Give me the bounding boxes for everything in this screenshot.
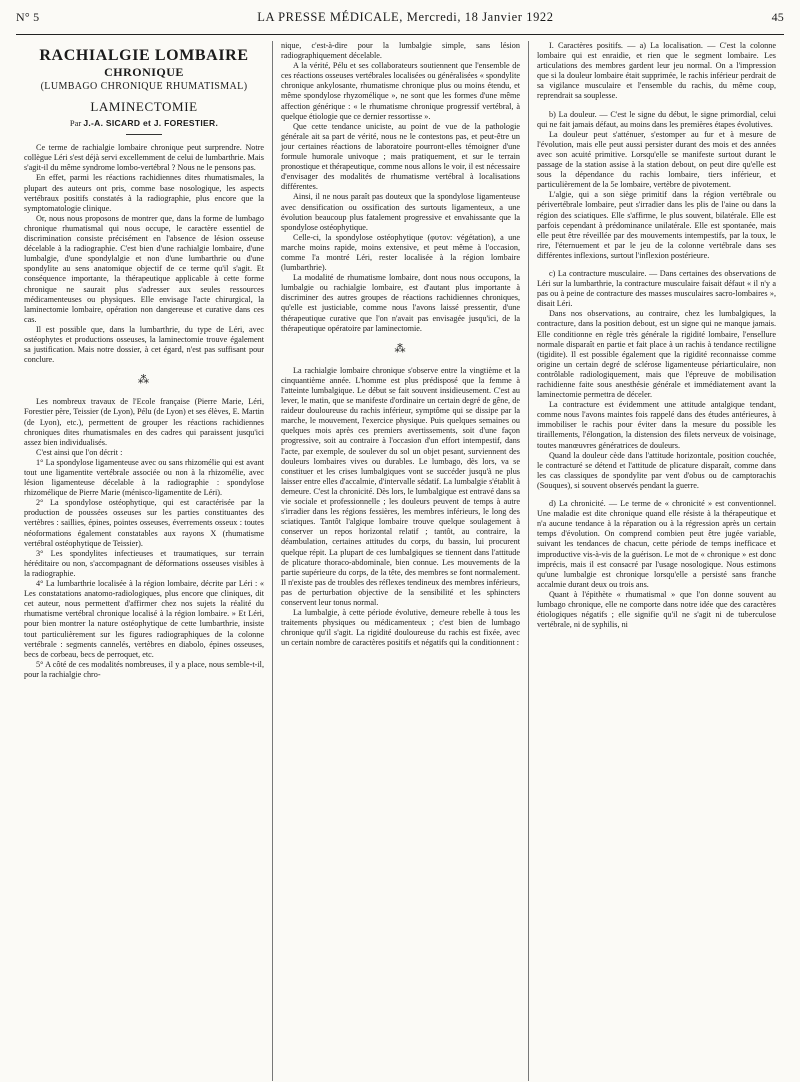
article-parenthetical: (LUMBAGO CHRONIQUE RHUMATISMAL): [40, 81, 248, 92]
paragraph: nique, c'est-à-dire pour la lumbalgie simple, sans lésion radiographiquement décelable.: [281, 41, 520, 61]
paragraph: La douleur peut s'atténuer, s'estomper au fur et à mesure de l'évolution, mais elle peut aussi persister durant des mois et des années avec son acuité primitive. Lorsqu'elle se manifeste surtout durant le passage de la station assise à la station debout, on peut dire qu'elle est sous la dépendance du rachis lombaire, tiers inférieur, et particulièrement de la 5e lombaire, vertèbre de pivotement.: [537, 129, 776, 190]
publication-line: LA PRESSE MÉDICALE, Mercredi, 18 Janvier 1922: [257, 10, 554, 24]
paragraph: Que cette tendance uniciste, au point de vue de la pathologie générale ait sa part de vérité, nous ne le contestons pas, et peut-être un jour certaines réactions de laboratoire pourront-elles témoigner d'une formule humorale univoque ; mais pratiquement, et sur le terrain pronostique et thérapeutique, comme nous allons le voir, il est nécessaire d'envisager des modalités de rhumatisme vertébral à localisations différentes.: [281, 121, 520, 192]
paragraph: Ainsi, il ne nous paraît pas douteux que la spondylose ligamenteuse avec densification ou ossification des surtouts ligamenteux, a une évolution beaucoup plus fatalement progressive et envahissante que la spondylose ostéophytique.: [281, 192, 520, 232]
paragraph: Or, nous nous proposons de montrer que, dans la forme de lumbago chronique rhumatismal qui nous occupe, le caractère essentiel de discrimination consiste précisément en l'absence de lésion osseuse décelable à la radiographie. C'est bien d'une rachialgie lombaire, d'une lumbalgie, d'une spondylalgie et non d'une lumbarthrie ou d'une spondylite au sens anatomique objectif de ce terme qu'il s'agit. Et conséquence importante, la thérapeutique applicable à cette forme chronique ne saurait plus s'adresser aux seules ressources médicamenteuses ou physiques. Elle envisage l'acte chirurgical, la laminectomie lombaire, opération non dangereuse et curative dans ces cas.: [24, 213, 264, 324]
list-item: 5° A côté de ces modalités nombreuses, il y a place, nous semble-t-il, pour la rachialgie chro-: [24, 659, 264, 679]
list-item: 1° La spondylose ligamenteuse avec ou sans rhizomélie qui est avant tout une ligamentite vertébrale associée ou non à la rhizomélie, avec lésion ligamenteuse décelable à la radiographie : spondylose rhizomélique de Pierre Marie (ménisco-ligamentite de Léri).: [24, 457, 264, 498]
list-item: 2° La spondylose ostéophytique, qui est caractérisée par la production de poussées osseuses sur les parties constituantes des vertèbres : saillies, épines, pointes osseuses, éverrements osseux : toutes néoformations également constatables aux rayons X (rhumatisme vertébral ostéophytique de Teissier).: [24, 498, 264, 548]
spacer: [537, 491, 776, 499]
spacer: [537, 102, 776, 110]
byline-prefix: Par: [69, 118, 82, 129]
paragraph: A la vérité, Pélu et ses collaborateurs soutiennent que l'ensemble de ces réactions osseuses vertébrales localisées ou généralisées « spondylite chronique ankylosante, rhumatisme chronique plus ou moins étendu, et même spondylose rhyzomélique », ne sont que les formes d'une même affection générique : « le rhumatisme chronique progressif vertébral, à quelque étiologie que ce dernier ressortisse ».: [281, 61, 520, 121]
paragraph: Les nombreux travaux de l'Ecole française (Pierre Marie, Léri, Forestier père, Teissier (de Lyon), Pélu (de Lyon) et ses élèves, E. Martin (de Lyon), etc.), permettent de grouper les réactions rachidiennes chroniques dites rhumatismales en des cadres qui paraissent jusqu'ici assez bien individualisés.: [24, 397, 264, 447]
issue-number: N° 5: [16, 10, 40, 24]
paragraph: Il est possible que, dans la lumbarthrie, du type de Léri, avec ostéophytes et productions osseuses, la laminectomie trouve également sa justification. Mais notre dossier, à cet égard, n'est pas suffisant pour conclure.: [24, 324, 264, 365]
header-rule: [16, 34, 784, 35]
column-3: [528, 41, 784, 1081]
paragraph: La rachialgie lombaire chronique s'observe entre la vingtième et la cinquantième année. L'homme est plus prédisposé que la femme à l'atteinte lumbalgique. Le début se fait souvent insidieusement. C'est au lever, le matin, que se manifeste d'ordinaire un certain degré de gêne, de raideur douloureuse du rachis inférieur, symptôme qui se dissipe par la marche, le mouvement, l'exercice physique. Puis quelques semaines ou quelques mois après ces premiers avertissements, soit d'une façon progressive, soit au contraire à l'occasion d'un effort intempestif, dans l'acte, par exemple, de soulever du sol un objet pesant, surviennent des douleurs lombaires vives ou durables. Le lumbago, dès lors, va se constituer et les crises lumbalgiques vont se succéder jusqu'à ne plus laisser entre elles d'accalmie, d'intervalle sédatif. La lumbalgie s'établit à demeure. C'est la chronicité. Dès lors, le lumbalgique est entravé dans sa vie sociale et professionnelle ; les douleurs peuvent de temps à autre s'irradier dans les régions fessières, les membres inférieurs, le long des sciatiques. Tantôt l'algique lombaire trouve quelque soulagement à conserver un repos horizontal relatif ; tantôt, au contraire, la déambulation, certaines attitudes du corps, du bassin, lui procurent quelque répit. La plupart de ces lumbalgiques se tiennent dans l'attitude de plicature thoraco-abdominale, bien connue. Les mouvements de la partie supérieure du corps, de la tête, des membres se font normalement. Il n'existe pas de troubles des réflexes tendineux des membres inférieurs, pas de perturbation objective de la sensibilité et les sphincters conservent leur tonus normal.: [281, 365, 520, 607]
list-item: 4° La lumbarthrie localisée à la région lombaire, décrite par Léri : « Les constatations anatomo-radiologiques, plus encore que cliniques, dit cet auteur, nous permettent d'affirmer chez nos sujets la réalité du rhumatisme vertébral chronique localisé à la région lombaire. » Et Léri, pour bien montrer la nature ostéophytique de cette lumbarthrie, insiste tout particulièrement sur les figures radiographiques de la colonne vertébrale : segments cannelés, vertèbres en diabolo, épines osseuses, becs de corbeau, becs de perroquet, etc.: [24, 579, 264, 659]
paragraph: c) La contracture musculaire. — Dans certaines des observations de Léri sur la lumbarthrie, la contracture musculaire faisait défaut « il n'y a pas ou à peine de contracture des masses musculaires sacro-lombaires », disait Léri.: [537, 268, 776, 309]
paragraph: d) La chronicité. — Le terme de « chronicité » est conventionnel. Une maladie est dite chronique quand elle résiste à la thérapeutique et n'a aucune tendance à la réparation ou à la régression après un certain temps d'évolution. On comprend combien peut être jugée variable, suivant les tendances de chacun, cette période de temps inefficace et improductive vis-à-vis de la guérison. Le mot de « chronique » est donc imprécis, mais il est consacré par l'usage nosologique. Nous estimons qu'une lumbalgie est chronique lorsqu'elle a persisté sans franche accalmie durant deux ou trois ans.: [537, 499, 776, 589]
paragraph: C'est ainsi que l'on décrit :: [36, 447, 123, 457]
columns: [16, 41, 784, 1081]
byline: [24, 118, 264, 128]
paragraph: La modalité de rhumatisme lombaire, dont nous nous occupons, la lumbalgie ou rachialgie lombaire, est d'autant plus importante à discriminer des autres groupes de réactions rachidiennes chroniques, qu'elle est justiciable, comme nous l'avons laissé pressentir, d'une thérapeutique curative que l'on n'avait pas envisagée jusqu'ici, de la thérapeutique opératoire par laminectomie.: [281, 273, 520, 333]
list-item: 3° Les spondylites infectieuses et traumatiques, sur terrain héréditaire ou non, s'accompagnant de déformations osseuses visibles à la radiographie.: [24, 548, 264, 578]
paragraph: La lumbalgie, à cette période évolutive, demeure rebelle à tous les traitements physiques ou médicamenteux ; c'est bien de lumbago chronique qu'il s'agit. La rigidité douloureuse du rachis est fixée, avec un certain nombre de caractères positifs et négatifs qui la conditionnent :: [281, 608, 520, 648]
section-separator: ⁂: [138, 374, 150, 387]
running-head: [16, 10, 784, 32]
spacer: [537, 261, 776, 269]
section-separator: ⁂: [394, 342, 407, 355]
byline-authors: J.-A. SICARD et J. FORESTIER.: [83, 118, 219, 129]
paragraph: En effet, parmi les réactions rachidiennes dites rhumatismales, la plupart des auteurs ont pris, comme base nosologique, les aspects vertébraux positifs constatés à la radiographie, plus encore que la symptomatologie clinique.: [24, 173, 264, 213]
paragraph: b) La douleur. — C'est le signe du début, le signe primordial, celui qui ne fait jamais défaut, au moins dans les premières étapes évolutives.: [537, 109, 776, 129]
paragraph: La contracture est évidemment une attitude antalgique tendant, comme nous l'avons maintes fois rappelé dans des études antérieures, à immobiliser le rachis pour éviter dans la mesure du possible les tiraillements, l'élongation, la distension des filets nerveux de voisinage, toutes manœuvres génératrices de douleurs.: [537, 400, 776, 450]
article-title: RACHIALGIE LOMBAIRE: [39, 47, 249, 64]
article-operation: LAMINECTOMIE: [90, 99, 198, 114]
paragraph: L'algie, qui a son siège primitif dans la région vertébrale ou périvertébrale lombaire, peut s'irradier dans les plis de l'aine ou dans la région des sciatiques. Elle s'affirme, le plus souvent, bilatérale. Elle est parfois cependant à prédominance unilatérale. Elle est spontanée, mais elle peut être réveillée par des mouvements intempestifs, par la toux, le rire, l'éternuement et par le jeu de la colonne vertébrale dans ses différentes inflexions, surtout l'inflexion postérieure.: [537, 190, 776, 260]
paragraph: Dans nos observations, au contraire, chez les lumbalgiques, la contracture, dans la position debout, est un signe qui ne manque jamais. Elle conditionne en règle très générale la rigidité lombaire, l'ensellure normale disparaît en partie et fait place à un rachis à tendance rectiligne (tigidite). Il est possible également que la rigidité reconnaisse comme origine un certain degré de sclérose ligamenteuse périarticulaire, non contrôlable radiologiquement, mais que l'épreuve de mobilisation rachidienne faite sous anesthésie générale et immédiatement avant la laminectomie permettra de déceler.: [537, 309, 776, 400]
title-rule: [126, 134, 162, 135]
paragraph: Quand la douleur cède dans l'attitude horizontale, position couchée, le contracturé se détend et l'attitude de plicature disparaît, comme dans les cas classiques de spondylite par vent d'obus ou de camptorachis (Souques), si souvent observés pendant la guerre.: [537, 450, 776, 490]
column-1: [16, 41, 272, 1081]
article-subtitle: CHRONIQUE: [104, 65, 184, 79]
paragraph: Ce terme de rachialgie lombaire chronique peut surprendre. Notre collègue Léri s'est déjà servi excellemment de celui de lumbarthrie. Mais s'agit-il du même syndrome lombo-vertébral ? Nous ne le pensons pas.: [24, 143, 264, 173]
paragraph: I. Caractères positifs. — a) La localisation. — C'est la colonne lombaire qui est enraidie, et rien que le segment lombaire. Les articulations des membres gardent leur jeu normal. On a l'impression que si la douleur lombaire était supprimée, le rachis inférieur perdrait de sa vigilance musculaire et l'ensemble du rachis, du même coup, reprendrait sa souplesse.: [537, 41, 776, 101]
column-2: [272, 41, 528, 1081]
paragraph: Quant à l'épithète « rhumatismal » que l'on donne souvent au lumbago chronique, elle ne comporte dans notre idée que des caractères étiologiques négatifs ; elle signifie qu'il ne s'agit ni de tuberculose vertébrale, ni de syphilis, ni: [537, 589, 776, 630]
page-number: 45: [771, 10, 784, 24]
paragraph: Celle-ci, la spondylose ostéophytique (φυτον: végétation), a une marche moins rapide, moins extensive, et peut même à l'occasion, comme l'a montré Léri, rester localisée à la région lombaire (lumbarthrie).: [281, 232, 520, 273]
